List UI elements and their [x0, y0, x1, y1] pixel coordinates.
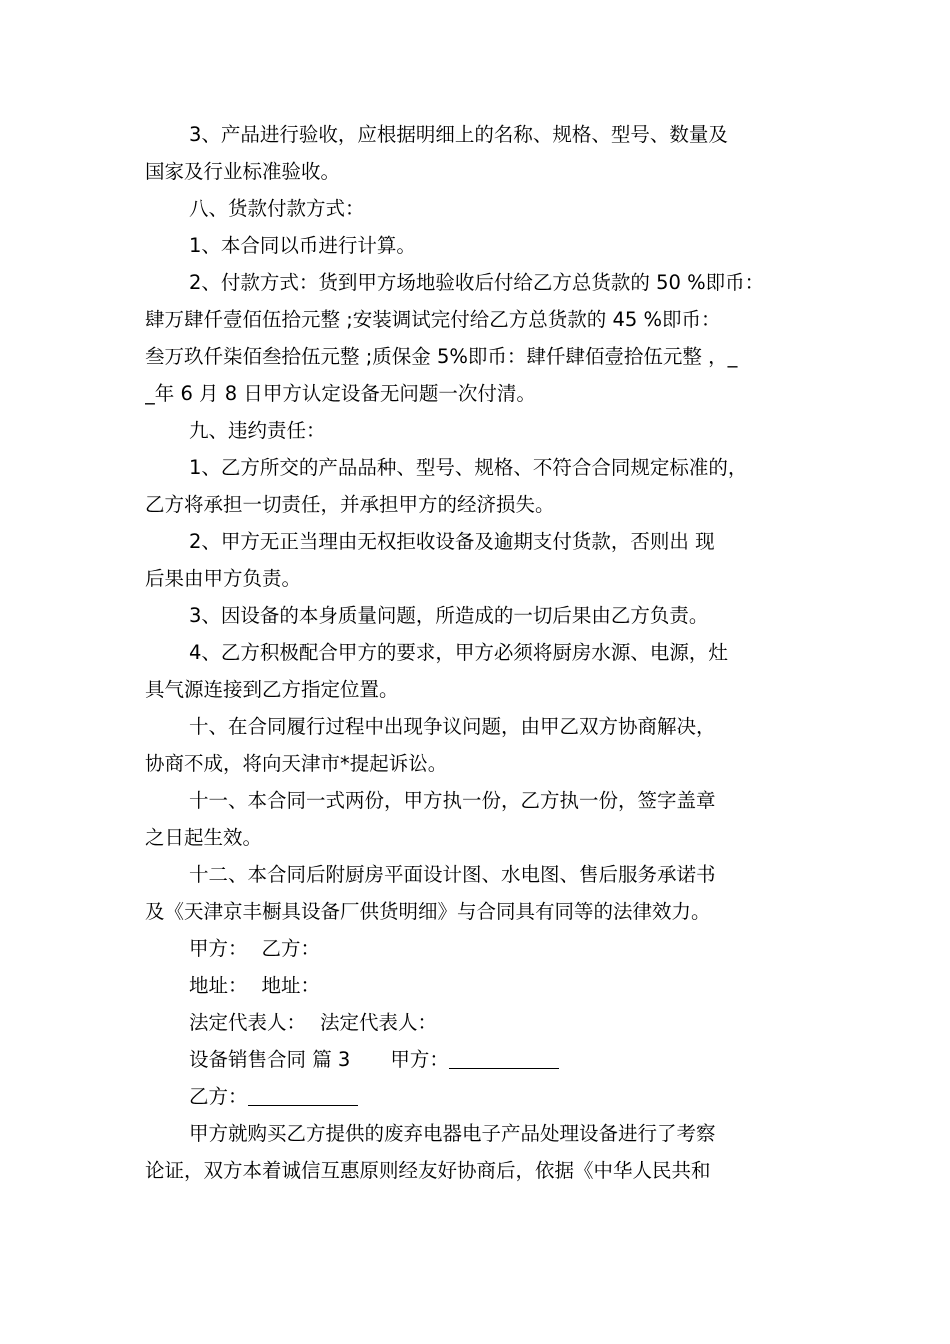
party-b-label: 乙方： — [261, 937, 321, 960]
body-line: 乙方将承担一切责任，并承担甲方的经济损失。 — [145, 493, 555, 516]
rep-a-label: 法定代表人： — [189, 1011, 307, 1034]
signature-party-row — [145, 930, 815, 967]
section3-title: 设备销售合同 篇 3 — [189, 1048, 351, 1071]
body-line: 1、乙方所交的产品品种、型号、规格、不符合合同规定标准的， — [189, 456, 748, 479]
party-a-label: 甲方： — [189, 937, 248, 960]
signature-rep-row — [145, 1004, 815, 1041]
body-line: 后果由甲方负责。 — [145, 567, 302, 590]
section-heading-copies: 十一、本合同一式两份，甲方执一份，乙方执一份，签字盖章 — [189, 789, 716, 812]
body-line: 甲方就购买乙方提供的废弃电器电子产品处理设备进行了考察 — [189, 1122, 716, 1145]
body-line: _年 6 月 8 日甲方认定设备无问题一次付清。 — [145, 382, 536, 405]
section3-party-b-label: 乙方： — [189, 1085, 248, 1108]
body-line: 叁万玖仟柒佰叁拾伍元整 ;质保金 5%即币：肆仟肆佰壹拾伍元整 ，_ — [145, 345, 738, 368]
section-heading-liability: 九、违约责任： — [189, 419, 326, 442]
body-line: 及《天津京丰橱具设备厂供货明细》与合同具有同等的法律效力。 — [145, 900, 711, 923]
body-line: 1、本合同以币进行计算。 — [189, 234, 416, 257]
body-line: 3、产品进行验收，应根据明细上的名称、规格、型号、数量及 — [189, 123, 728, 146]
body-line: 肆万肆仟壹佰伍拾元整 ;安装调试完付给乙方总货款的 45 %即币： — [145, 308, 721, 331]
address-a-label: 地址： — [189, 974, 248, 997]
section-heading-dispute: 十、在合同履行过程中出现争议问题，由甲乙双方协商解决， — [189, 715, 716, 738]
body-line: 协商不成，将向天津市*提起诉讼。 — [145, 752, 448, 775]
body-line: 3、因设备的本身质量问题，所造成的一切后果由乙方负责。 — [189, 604, 709, 627]
section3-party-b-row — [145, 1078, 815, 1115]
section3-header-row — [145, 1041, 815, 1078]
party-a-blank — [449, 1046, 559, 1069]
body-line: 2、甲方无正当理由无权拒收设备及逾期支付货款，否则出 现 — [189, 530, 715, 553]
section3-party-a-label: 甲方： — [390, 1048, 449, 1071]
body-line: 之日起生效。 — [145, 826, 263, 849]
body-line: 2、付款方式：货到甲方场地验收后付给乙方总货款的 50 %即币： — [189, 271, 765, 294]
signature-address-row — [145, 967, 815, 1004]
party-b-blank — [248, 1083, 358, 1106]
body-line: 具气源连接到乙方指定位置。 — [145, 678, 399, 701]
rep-b-label: 法定代表人： — [320, 1011, 438, 1034]
body-line: 4、乙方积极配合甲方的要求，甲方必须将厨房水源、电源，灶 — [189, 641, 728, 664]
body-line: 国家及行业标准验收。 — [145, 160, 341, 183]
body-line: 论证，双方本着诚信互惠原则经友好协商后，依据《中华人民共和 — [145, 1159, 711, 1182]
document-body — [145, 116, 815, 1189]
section-heading-attachments: 十二、本合同后附厨房平面设计图、水电图、售后服务承诺书 — [189, 863, 716, 886]
address-b-label: 地址： — [261, 974, 321, 997]
section-heading-payment: 八、货款付款方式： — [189, 197, 365, 220]
